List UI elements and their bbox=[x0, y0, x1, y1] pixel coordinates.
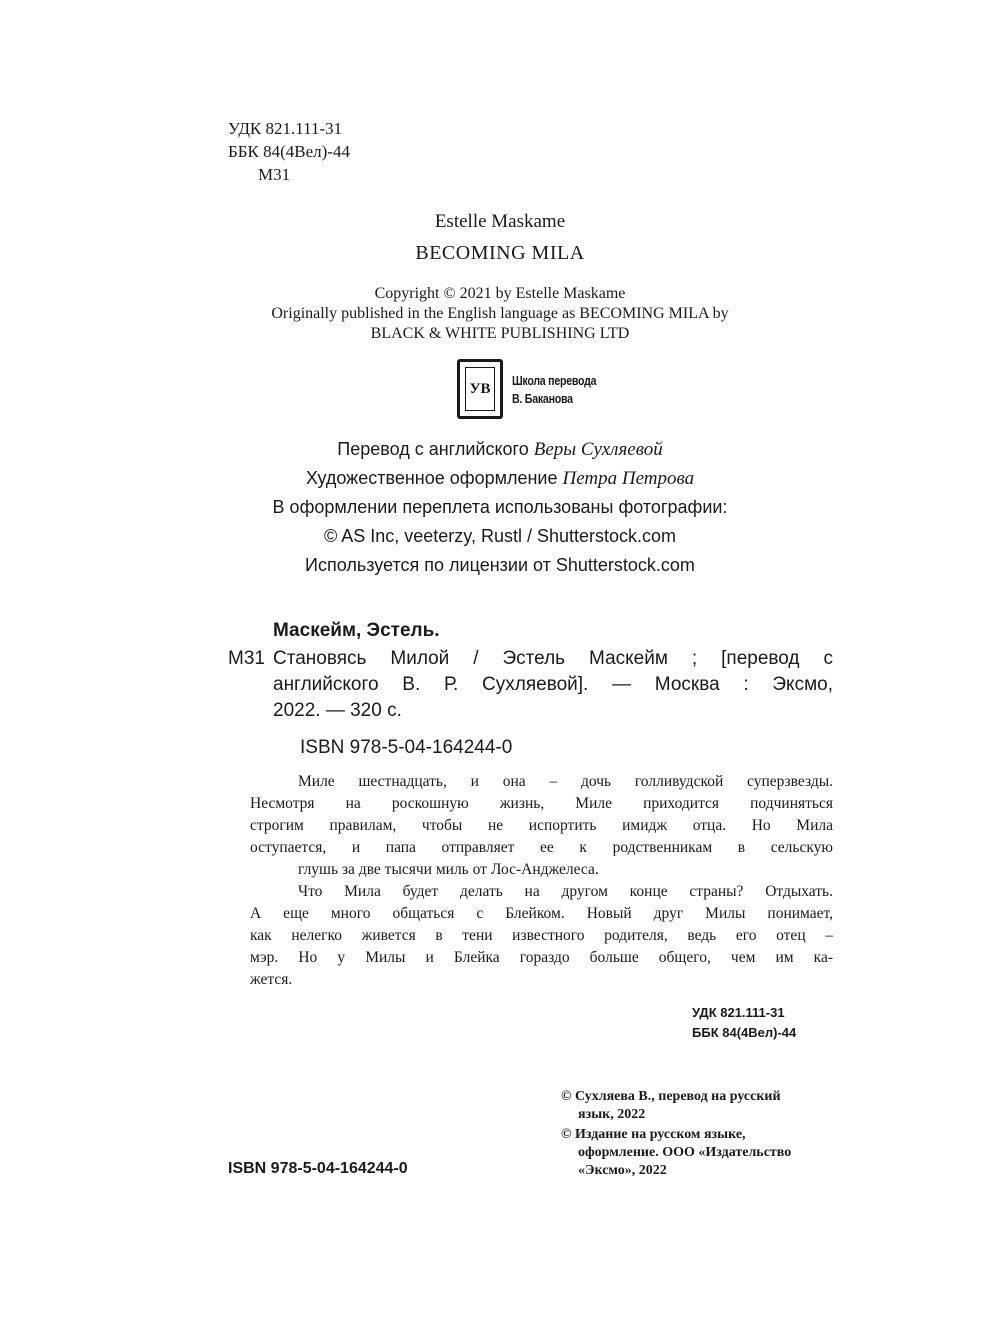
catalog-isbn: ISBN 978-5-04-164244-0 bbox=[300, 737, 513, 758]
photo-sources: © AS Inc, veeterzy, Rustl / Shutterstock.com bbox=[323, 526, 677, 546]
author-mark: М31 bbox=[258, 165, 291, 184]
annotation-line: строгим правилам, чтобы не испортить имидж отца. Но Мила bbox=[250, 817, 833, 834]
license-note: Используется по лицензии от Shutterstock.com bbox=[305, 555, 695, 575]
published-line-1: Originally published in the English language as BECOMING MILA by bbox=[271, 305, 729, 322]
cover-photos-note: В оформлении переплета использованы фотографии: bbox=[272, 497, 728, 517]
annotation-line: оступается, и папа отправляет ее к родственникам в сельскую bbox=[250, 839, 833, 856]
udk-code-bottom: УДК 821.111-31 bbox=[692, 1005, 785, 1020]
designer-name: Петра Петрова bbox=[562, 468, 695, 489]
annotation-line: Миле шестнадцать, и она – дочь голливудской суперзвезды. bbox=[298, 773, 833, 790]
logo-line-1: Школа перевода bbox=[512, 374, 597, 388]
translation-credit bbox=[0, 439, 1000, 461]
isbn-bottom: ISBN 978-5-04-164244-0 bbox=[228, 1160, 408, 1177]
annotation-line: жется. bbox=[250, 971, 293, 988]
published-line-2: BLACK & WHITE PUBLISHING LTD bbox=[370, 325, 630, 342]
original-copyright: Copyright © 2021 by Estelle Maskame bbox=[374, 285, 626, 302]
original-author: Estelle Maskame bbox=[434, 211, 566, 232]
annotation-line: А еще много общаться с Блейком. Новый друг Милы понимает, bbox=[250, 905, 833, 922]
catalog-line-3: 2022. — 320 с. bbox=[273, 700, 402, 721]
logo-mark: УВ bbox=[465, 367, 495, 411]
design-prefix: Художественное оформление bbox=[305, 468, 563, 488]
copyright-edition-3: «Эксмо», 2022 bbox=[578, 1163, 667, 1178]
bbk-code: ББК 84(4Вел)-44 bbox=[228, 142, 350, 161]
bbk-code-bottom: ББК 84(4Вел)-44 bbox=[692, 1025, 797, 1040]
udk-code: УДК 821.111-31 bbox=[228, 119, 343, 138]
translation-school-logo bbox=[457, 359, 503, 419]
annotation-line: как нелегко живется в тени известного родителя, ведь его отец – bbox=[250, 927, 833, 944]
annotation bbox=[250, 771, 833, 991]
annotation-line: глушь за две тысячи миль от Лос-Анджелеса. bbox=[298, 861, 599, 878]
translator-name: Веры Сухляевой bbox=[533, 439, 663, 460]
annotation-line: Что Мила будет делать на другом конце страны? Отдыхать. bbox=[298, 883, 833, 900]
copyright-edition-1: © Издание на русском языке, bbox=[561, 1127, 746, 1142]
copyright-edition-2: оформление. ООО «Издательство bbox=[578, 1145, 792, 1160]
catalog-line-2: английского В. Р. Сухляевой]. — Москва : Эксмо, bbox=[273, 674, 833, 695]
catalog-heading: Маскейм, Эстель. bbox=[273, 620, 440, 641]
annotation-line: Несмотря на роскошную жизнь, Миле приходится подчиняться bbox=[250, 795, 833, 812]
design-credit bbox=[0, 468, 1000, 490]
catalog-line-1: Становясь Милой / Эстель Маскейм ; [перевод с bbox=[273, 648, 833, 669]
logo-line-2: В. Баканова bbox=[512, 392, 573, 406]
copyright-translation-1: © Сухляева В., перевод на русский bbox=[561, 1089, 781, 1104]
original-title: BECOMING MILA bbox=[415, 242, 585, 264]
annotation-line: мэр. Но у Милы и Блейка гораздо больше общего, чем им ка- bbox=[250, 949, 833, 966]
copyright-translation-2: язык, 2022 bbox=[578, 1107, 646, 1122]
catalog-mark: М31 bbox=[228, 648, 265, 669]
translation-prefix: Перевод с английского bbox=[337, 439, 534, 459]
